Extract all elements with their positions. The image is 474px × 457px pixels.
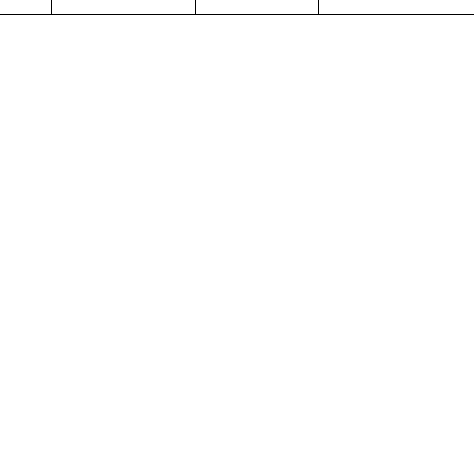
header-notes[interactable] <box>319 0 474 15</box>
header-loose[interactable] <box>196 0 319 15</box>
header-palletized[interactable] <box>52 0 196 15</box>
header-drum-size[interactable] <box>0 0 52 15</box>
header-row <box>0 0 474 15</box>
